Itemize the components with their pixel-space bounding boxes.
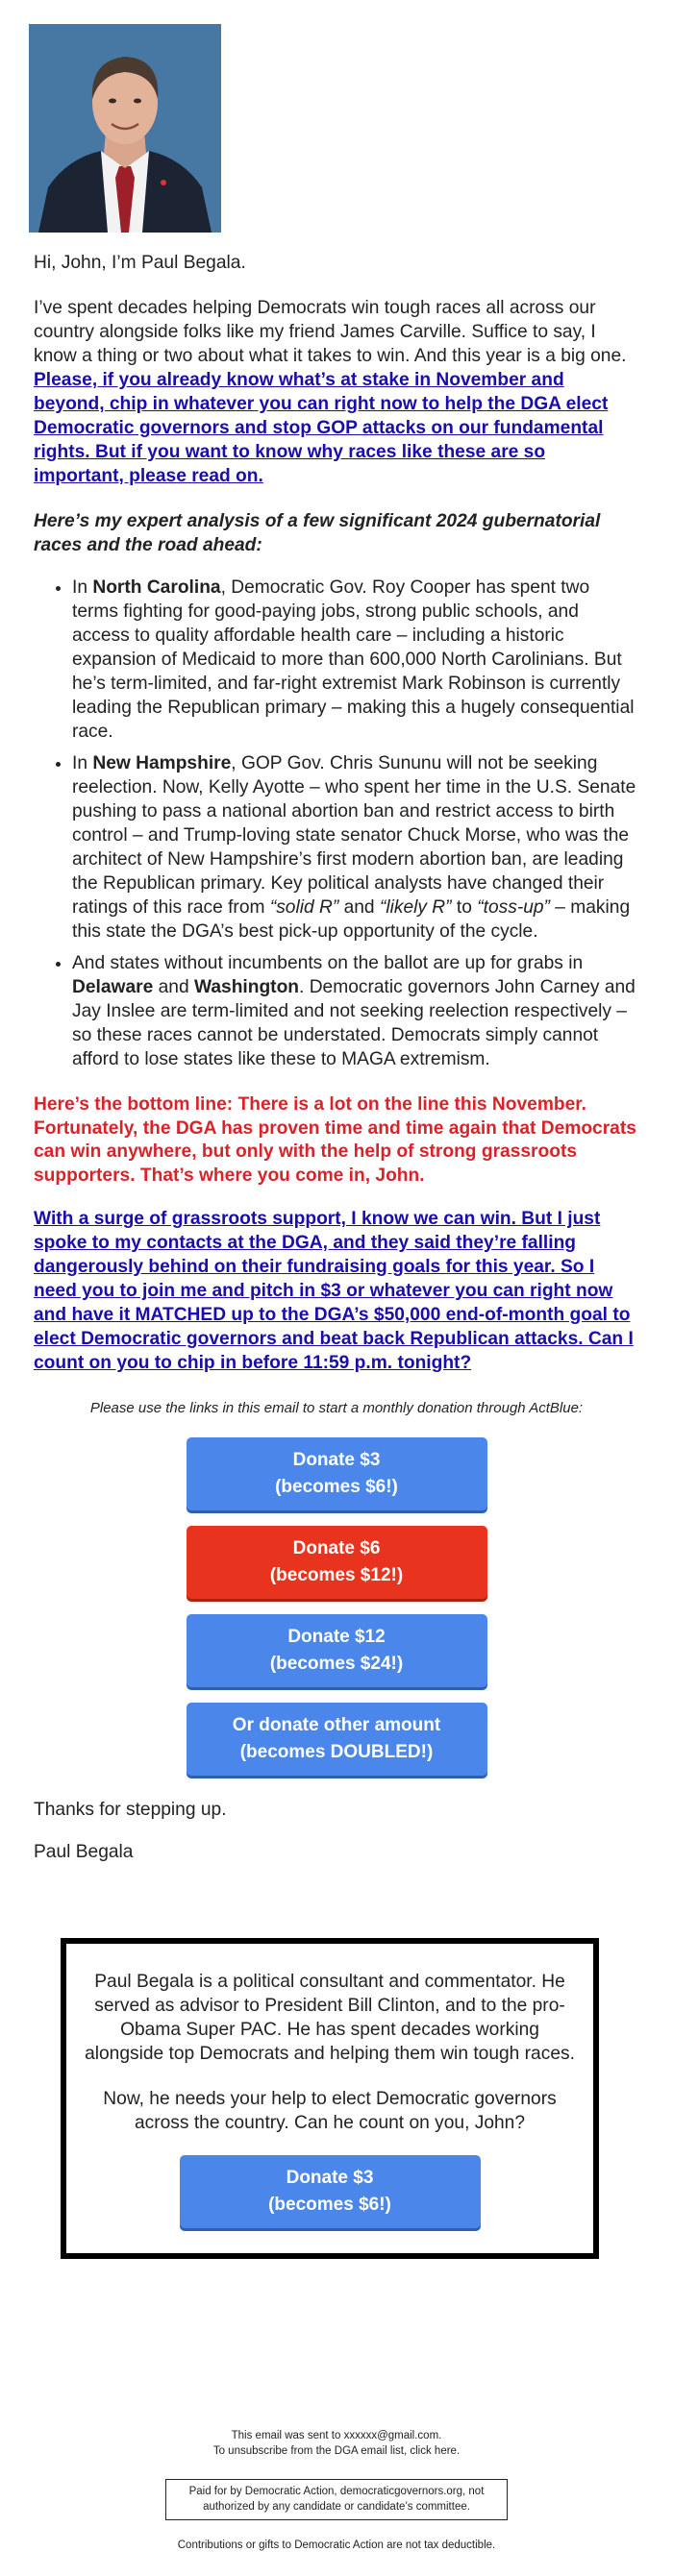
race-item-new-hampshire [72,752,639,945]
nh-rating-likely: “likely R” [379,896,452,918]
intro-paragraph [34,297,639,489]
donate-12-match: (becomes $24!) [269,1653,404,1674]
nc-prefix: In [72,577,93,599]
unsubscribe-link[interactable]: click here [410,2444,457,2457]
nh-text-2: – making this state the DGA’s best pick-up opportunity of the cycle. [72,896,631,942]
intro-text: I’ve spent decades helping Democrats win tough races all across our country alongside folks like my friend James Carville. Suffice to say, I know a thing or two about what it takes to win. And this year is a big one. [34,297,627,366]
match-donate-link[interactable]: With a surge of grassroots support, I know we can win. But I just spoke to my contacts at the DGA, and they said they’re falling dangerously behind on their fundraising goals for this year. So I need you to join me and pitch in $3 or whatever you can right now and have it MATCHED up to the DGA’s $50,000 end-of-month goal to elect Democratic governors and beat back Republican attacks. Can I count on you to chip in before 11:59 p.m. tonight? [34,1209,634,1374]
intro-donate-link[interactable]: Please, if you already know what’s at stake in November and beyond, chip in whatever you can right now to help the DGA elect Democratic governors and stop GOP attacks on our fundamental rights. But if you want to know why races like these are so important, please read on. [34,369,609,486]
open-and: and [153,976,194,997]
analysis-heading: Here’s my expert analysis of a few significant 2024 gubernatorial races and the road ahead: [34,510,601,555]
signature: Paul Begala [34,1842,134,1863]
thanks-line: Thanks for stepping up. [34,1799,227,1820]
nh-state: New Hampshire [92,753,232,774]
nh-and: and [338,896,380,918]
donate-other-label: Or donate other amount [232,1714,441,1735]
tax-disclaimer: Contributions or gifts to Democratic Action are not tax deductible. [177,2539,496,2551]
nc-text: , Democratic Gov. Roy Cooper has spent two terms fighting for good-paying jobs, strong public schools, and access to quality affordable health care – including a historic expansion of Medicaid to more than 600,000 North Carolinians. But he’s term-limited, and far-right extremist Mark Robinson is currently leading the Republican primary – making this a hugely consequential race. [72,577,635,743]
open-text: . Democratic governors John Carney and Jay Inslee are term-limited and not seeking reelection respectively – so these races cannot be understated. Democrats simply cannot afford to lose states like these to MAGA extremism. [72,976,636,1069]
donate-3-button[interactable] [187,1437,487,1510]
sent-to-line: This email was sent to xxxxxx@gmail.com. [231,2430,442,2441]
donate-6-label: Donate $6 [292,1537,381,1558]
bio-paragraph: Paul Begala is a political consultant and commentator. He served as advisor to President Bill Clinton, and to the pro-Obama Super PAC. He has spent decades working alongside top Democrats and helping them win tough races. [85,1972,575,2064]
donate-12-button[interactable] [187,1614,487,1687]
nc-state: North Carolina [92,577,221,599]
open-state-washington: Washington [193,976,300,997]
donate-other-match: (becomes DOUBLED!) [239,1741,434,1762]
actblue-note: Please use the links in this email to start a monthly donation through ActBlue: [89,1400,584,1417]
unsubscribe-text: To unsubscribe from the DGA email list, [212,2444,411,2457]
open-prefix: And states without incumbents on the ballot are up for grabs in [72,952,584,973]
bio-ask: Now, he needs your help to elect Democratic governors across the country. Can he count on you, John? [103,2088,557,2133]
race-item-north-carolina [72,577,639,745]
unsubscribe-period: . [456,2444,461,2457]
greeting: Hi, John, I’m Paul Begala. [34,253,246,273]
donate-3-label: Donate $3 [292,1449,381,1470]
bottom-line: Here’s the bottom line: There is a lot on the line this November. Fortunately, the DGA has proven time and time again that Democrats can win anywhere, but only with the help of strong grassroots supporters. That’s where you come in, John. [34,1093,636,1187]
bio-box [61,1938,599,2259]
race-item-open-seats [72,952,639,1072]
unsubscribe-line [0,2444,673,2460]
bio-donate-match: (becomes $6!) [268,2194,391,2215]
portrait-photo [29,24,221,233]
nh-prefix: In [72,753,93,774]
paid-for-disclaimer: Paid for by Democratic Action, democraticgovernors.org, not authorized by any candidate or candidate’s committee. [165,2479,508,2520]
donate-3-match: (becomes $6!) [275,1476,398,1497]
bio-donate-label: Donate $3 [286,2167,374,2188]
email-body [34,252,639,1865]
donate-12-label: Donate $12 [287,1626,386,1647]
donate-6-match: (becomes $12!) [269,1564,404,1585]
race-list [34,577,639,1071]
nh-to: to [451,896,478,918]
footer [0,2429,673,2459]
nh-rating-tossup: “toss-up” [477,896,550,918]
nh-rating-solid: “solid R” [269,896,339,918]
donate-other-button[interactable] [187,1703,487,1776]
open-state-delaware: Delaware [72,976,154,997]
bio-donate-3-button[interactable] [180,2155,481,2228]
nh-text-1: , GOP Gov. Chris Sununu will not be seeking reelection. Now, Kelly Ayotte – who spent her time in the U.S. Senate pushing to pass a national abortion ban and restrict access to birth control – and Trump-loving state senator Chuck Morse, who was the architect of New Hampshire’s first modern abortion ban, are leading the Republican primary. Key political analysts have changed their ratings of this race from [72,753,636,918]
donate-6-button[interactable] [187,1526,487,1599]
